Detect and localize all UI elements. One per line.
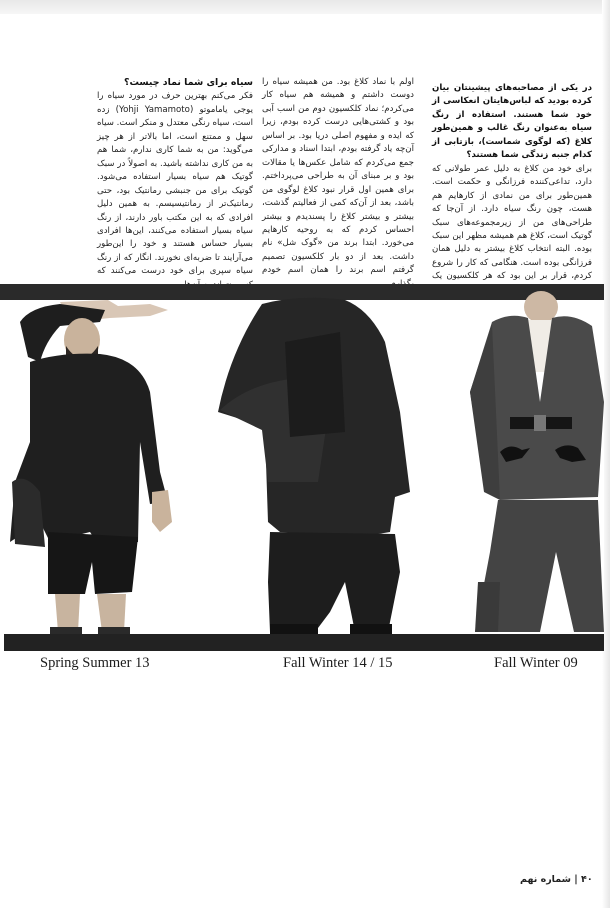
interview-question-heading: سیاه برای شما نماد چیست؟ bbox=[124, 77, 253, 88]
photo-caption: Spring Summer 13 bbox=[40, 655, 150, 671]
page-edge bbox=[0, 0, 610, 14]
text-column-middle bbox=[262, 76, 414, 291]
text-column-left bbox=[97, 76, 253, 292]
fashion-photo-strip bbox=[0, 282, 610, 650]
photo-band-bottom-strip bbox=[4, 634, 604, 651]
text-column-right bbox=[432, 82, 592, 297]
page-folio: ۴۰ | شماره نهم bbox=[520, 874, 593, 885]
interview-question: در یکی از مصاحبه‌های پیشینتان بیان کرده بودید که لباس‌هایتان انعکاسی از خود شما هستند. استفاده از رنگ سیاه به‌عنوان رنگ غالب و همین‌طور کلاغ (که لوگوی شماست)، بازتابی از کدام جنبه زندگی شما هستند؟ bbox=[432, 83, 592, 161]
interview-answer: برای خود من کلاغ به دلیل عمر طولانی که دارد، تداعی‌کننده فرزانگی و حکمت است. همین‌طور برای من نمادی از کارهایم هم هست، چون رنگ سیاه دارد. از آن‌جا که طراحی‌های من از زیرمجموعه‌های سبک گوتیک است، کلاغ هم همیشه مظهر این سبک بوده. البته انتخاب کلاغ بیشتر به دلیل همان فرزانگی بوده است. هنگامی که کار را شروع کردم، قرار بر این بود که هر کلکسیون یک bbox=[432, 163, 592, 282]
model-photo-fall-winter-09 bbox=[470, 291, 604, 632]
interview-answer: فکر می‌کنم بهترین حرف در مورد سیاه را یوجی یاماموتو (Yohji Yamamoto) زده است، سیاه رنگی معتدل و منکر است. سیاه سهل و ممتنع است، اما بالاتر از هر چیز می‌گوید: من به شما کاری ندارم، شما هم به من کاری نداشته باشید. به اصولاً در سبک گوتیک هم سیاه بسیار استفاده می‌شود. گوتیک برای من جنبشی رمانتیک بود، حتی رمانتیک‌تر از رمانتیسیسم. به همین دلیل افرادی که به این مکتب باور دارند، از رنگ سیاه بسیار استفاده می‌کنند، این‌ها افرادی بسیار حساس هستند و خود را این‌طور می‌آرایند تا ضربه‌ای نخورند. انگار که از رنگ سیاه سپری برای خود درست می‌کنند که bbox=[97, 91, 254, 277]
photo-caption: Fall Winter 09 bbox=[494, 655, 578, 671]
interview-answer-continued: اولم با نماد کلاغ بود. من همیشه سیاه را دوست داشتم و همیشه هم سیاه کار می‌کردم؛ نماد کلکسیون دوم من اسب آبی بود و کشتی‌هایی درست کرده بودم، زیرا که ایده و مفهوم اصلی دریا بود. بر اساس آن‌چه یاد گرفته بودم، ابتدا اسناد و مدارکی جمع می‌کردم که شامل عکس‌ها یا مقالات بود و بر مبنای آن به طراحی می‌پرداختم. برای همین اول قرار نبود کلاغ لوگوی من باشد، بعد از آن‌که کمی از فعالیتم گذشت، بیشتر و بیشتر کلاغ را پسندیدم و بیشتر احساس کردم که به روحیه کارهایم می‌خورد. ابتدا برند من «گوک شل» نام داشت. بعد از دو بار کلکسیون تصمیم گرفتم اسم برند را همان اسم خودم bbox=[262, 77, 414, 276]
photo-caption: Fall Winter 14 / 15 bbox=[283, 655, 393, 671]
